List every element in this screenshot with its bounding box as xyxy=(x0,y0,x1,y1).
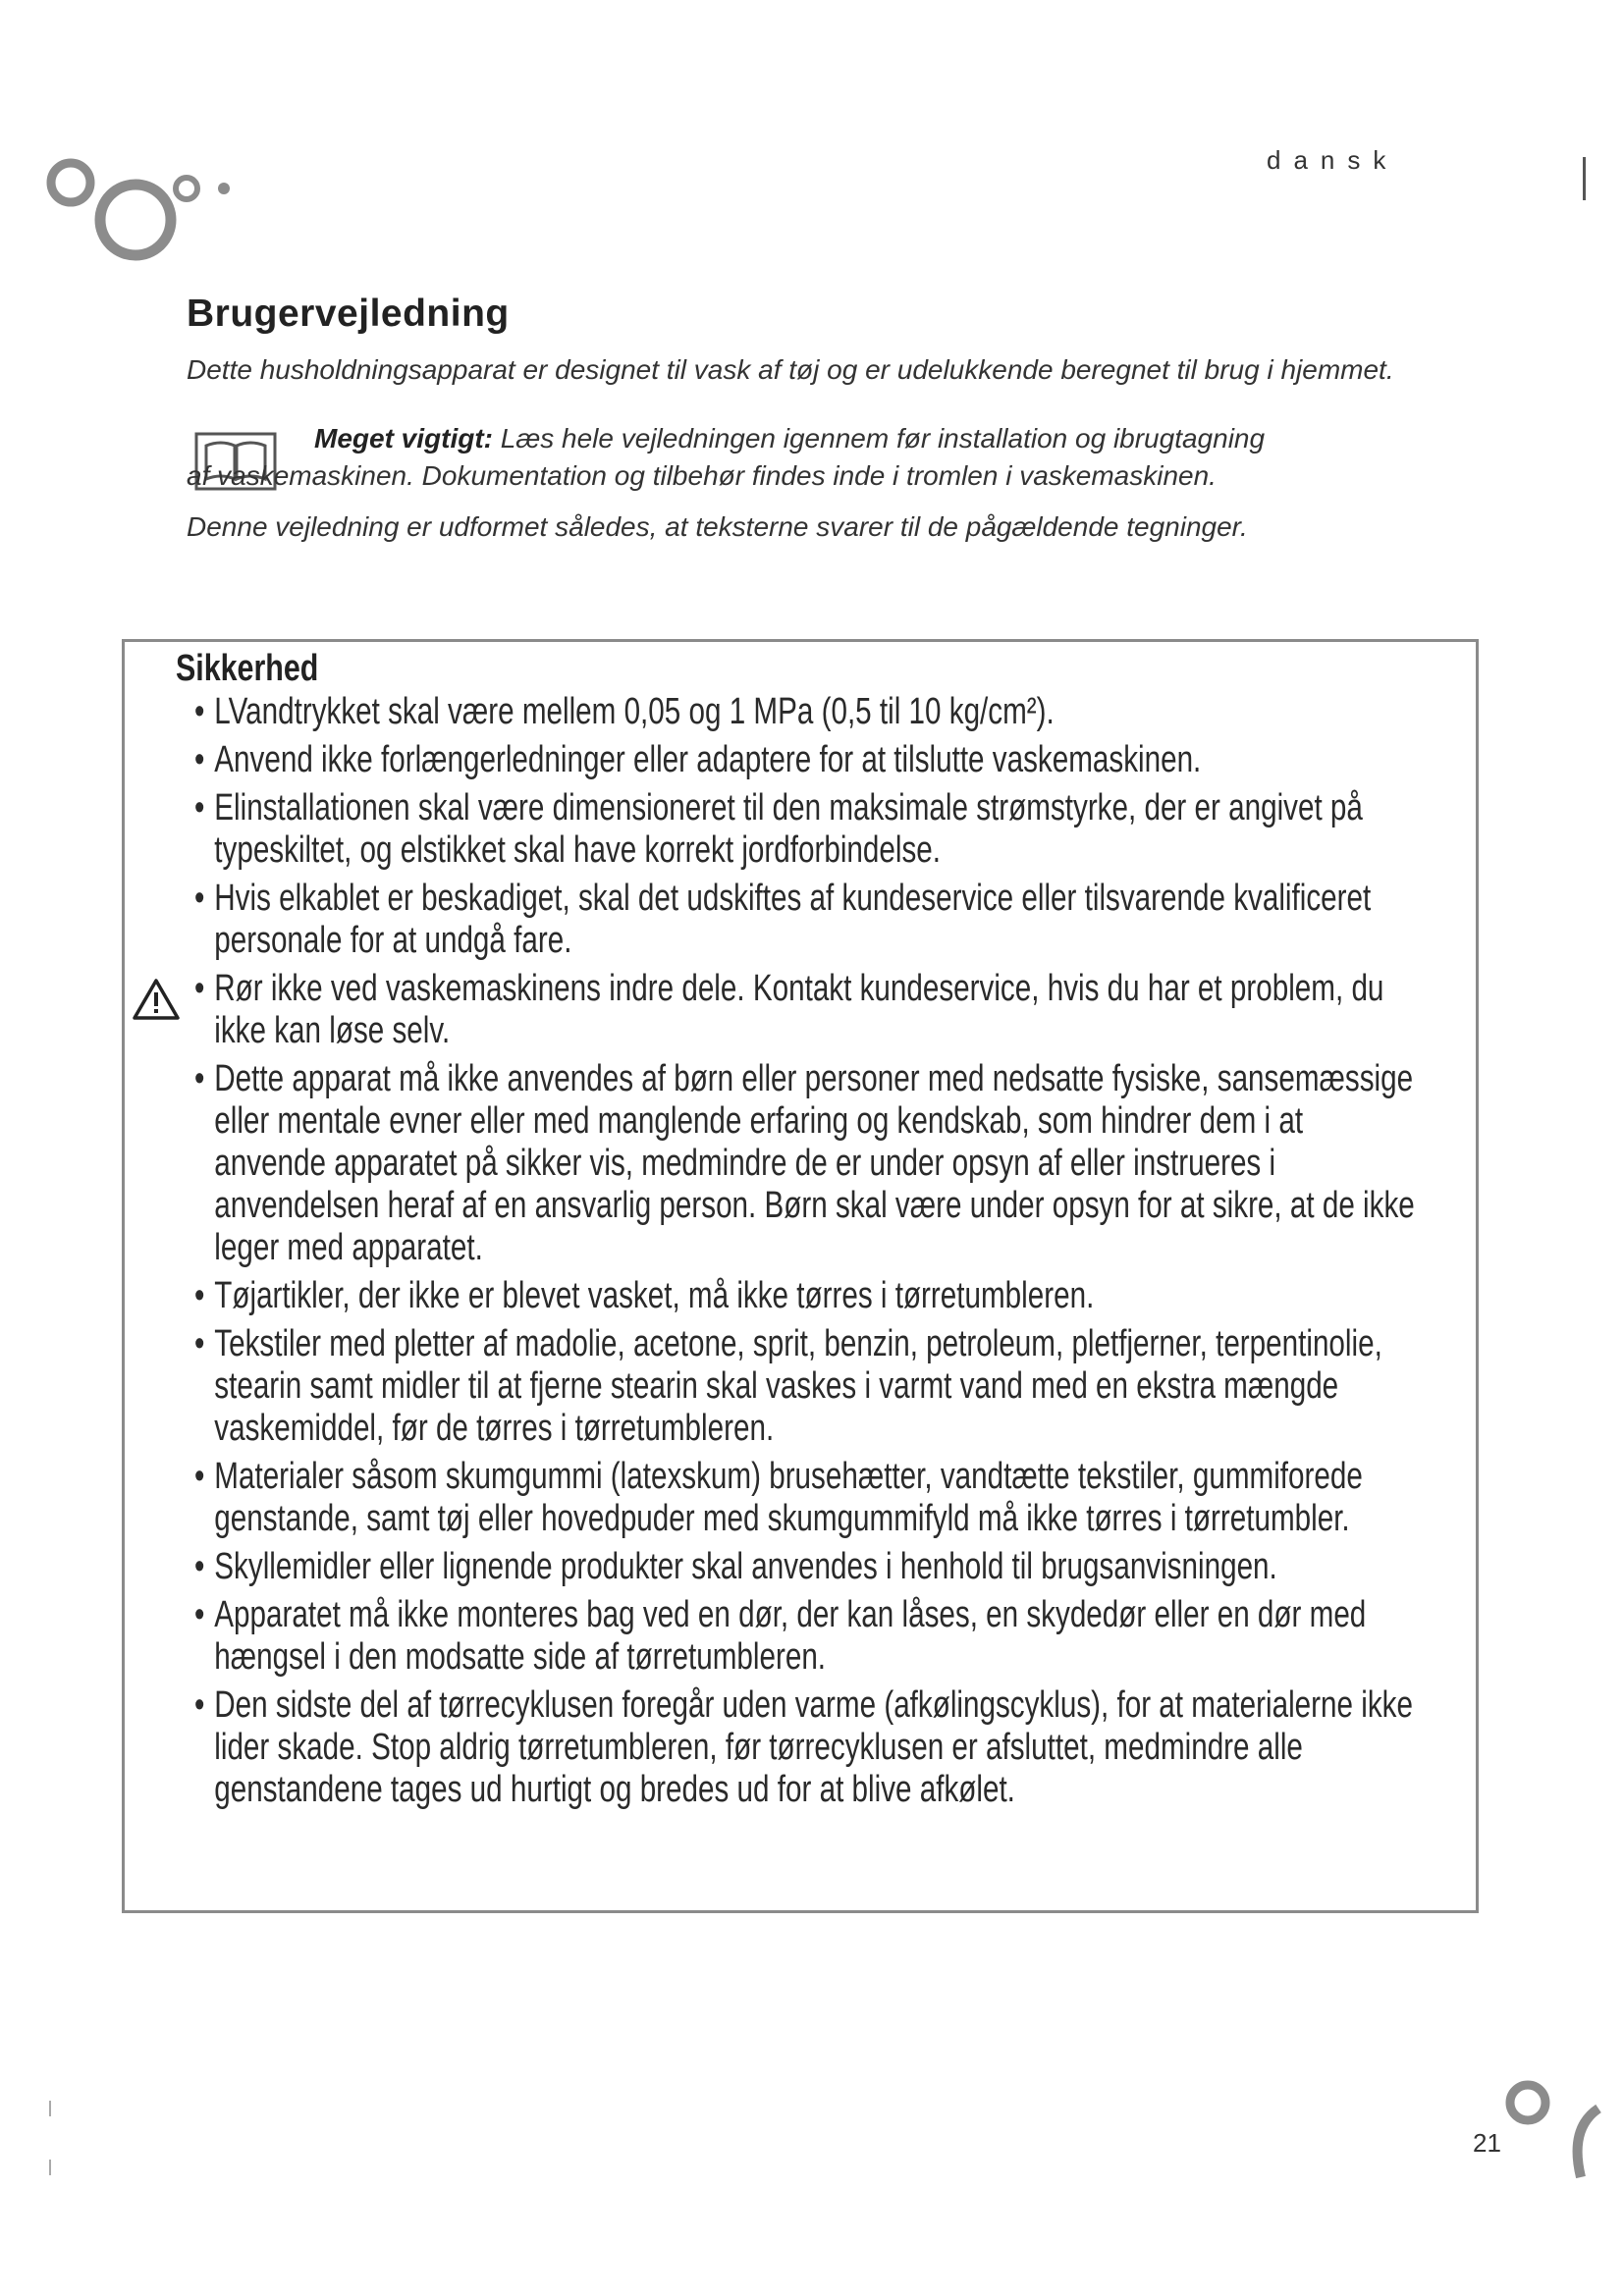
list-item: • Rør ikke ved vaskemaskinens indre dele. Kontakt kundeservice, hvis du har et problem, du ikke kan løse selv. xyxy=(194,968,1384,1051)
safety-item-text: Den sidste del af tørrecyklusen foregår uden varme (afkølingscyklus), for at materialerne ikke lider skade. Stop aldrig tørretumbleren, før tørrecyklusen er afsluttet, medmindre alle genstandene tages ud hurtigt og bredes ud for at blive afkølet. xyxy=(214,1684,1413,1810)
bubbles-logo-icon xyxy=(1500,2069,1608,2187)
list-item: • Anvend ikke forlængerledninger eller adaptere for at tilslutte vaskemaskinen. xyxy=(194,739,1202,780)
safety-list xyxy=(194,691,1420,1817)
important-text-1: Læs hele vejledningen igennem før installation og ibrugtagning xyxy=(500,423,1266,454)
margin-mark xyxy=(49,2160,51,2175)
safety-item-text: Rør ikke ved vaskemaskinens indre dele. Kontakt kundeservice, hvis du har et problem, du ikke kan løse selv. xyxy=(214,968,1384,1051)
list-item: • LVandtrykket skal være mellem 0,05 og 1 MPa (0,5 til 10 kg/cm²). xyxy=(194,691,1055,732)
important-text-2: af vaskemaskinen. Dokumentation og tilbehør findes inde i tromlen i vaskemaskinen. xyxy=(187,460,1217,491)
list-item: • Tekstiler med pletter af madolie, acetone, sprit, benzin, petroleum, pletfjerner, terpentinolie, stearin samt midler til at fjerne stearin skal vaskes i varmt vand med en ekstra mængde vaskemiddel, før de tørres i tørretumbleren. xyxy=(194,1323,1382,1449)
safety-item-text: Dette apparat må ikke anvendes af børn eller personer med nedsatte fysiske, sansemæssige eller mentale evner eller med manglende erfaring og kendskab, som hindrer dem i at anvende apparatet på sikker vis, medmindre de er under opsyn af eller instrueres i anvendelsen heraf af en ansvarlig person. Børn skal være under opsyn for at sikre, at de ikke leger med apparatet. xyxy=(214,1058,1415,1268)
bubbles-logo-icon xyxy=(39,135,245,283)
safety-item-text: Tøjartikler, der ikke er blevet vasket, må ikke tørres i tørretumbleren. xyxy=(214,1275,1095,1316)
safety-item-text: Skyllemidler eller lignende produkter skal anvendes i henhold til brugsanvisningen. xyxy=(214,1546,1277,1587)
important-note xyxy=(187,420,1434,495)
list-item: • Dette apparat må ikke anvendes af børn eller personer med nedsatte fysiske, sansemæssige eller mentale evner eller med manglende erfaring og kendskab, som hindrer dem i at anvende apparatet på sikker vis, medmindre de er under opsyn af eller instrueres i anvendelsen heraf af en ansvarlig person. Børn skal være under opsyn for at sikre, at de ikke leger med apparatet. xyxy=(194,1058,1415,1268)
list-item: • Apparatet må ikke monteres bag ved en dør, der kan låses, en skydedør eller en dør med hængsel i den modsatte side af tørretumbleren. xyxy=(194,1594,1367,1678)
language-label: dansk xyxy=(1267,145,1399,175)
list-item: • Hvis elkablet er beskadiget, skal det udskiftes af kundeservice eller tilsvarende kvalificeret personale for at undgå fare. xyxy=(194,878,1372,961)
list-item: • Skyllemidler eller lignende produkter skal anvendes i henhold til brugsanvisningen. xyxy=(194,1546,1277,1587)
margin-mark xyxy=(49,2101,51,2116)
intro-text: Dette husholdningsapparat er designet til vask af tøj og er udelukkende beregnet til brug i hjemmet. xyxy=(187,354,1394,385)
intro-text-2: Denne vejledning er udformet således, at teksterne svarer til de pågældende tegninger. xyxy=(187,511,1248,542)
important-label: Meget vigtigt: xyxy=(314,423,493,454)
safety-item-text: Anvend ikke forlængerledninger eller adaptere for at tilslutte vaskemaskinen. xyxy=(214,739,1202,780)
safety-item-text: Tekstiler med pletter af madolie, acetone, sprit, benzin, petroleum, pletfjerner, terpentinolie, stearin samt midler til at fjerne stearin skal vaskes i varmt vand med en ekstra mængde vaskemiddel, før de tørres i tørretumbleren. xyxy=(214,1323,1382,1449)
list-item: • Elinstallationen skal være dimensioneret til den maksimale strømstyrke, der er angivet på typeskiltet, og elstikket skal have korrekt jordforbindelse. xyxy=(194,787,1363,871)
margin-mark xyxy=(1583,157,1586,200)
safety-title: Sikkerhed xyxy=(176,648,319,689)
list-item: • Tøjartikler, der ikke er blevet vasket, må ikke tørres i tørretumbleren. xyxy=(194,1275,1095,1316)
list-item: • Den sidste del af tørrecyklusen foregår uden varme (afkølingscyklus), for at materialerne ikke lider skade. Stop aldrig tørretumbleren, før tørrecyklusen er afsluttet, medmindre alle genstandene tages ud hurtigt og bredes ud for at blive afkølet. xyxy=(194,1684,1413,1810)
safety-item-text: Materialer såsom skumgummi (latexskum) brusehætter, vandtætte tekstiler, gummiforede genstande, samt tøj eller hovedpuder med skumgummifyld må ikke tørres i tørretumbler. xyxy=(214,1456,1363,1539)
safety-item-text: Apparatet må ikke monteres bag ved en dør, der kan låses, en skydedør eller en dør med hængsel i den modsatte side af tørretumbleren. xyxy=(214,1594,1367,1678)
safety-item-text: LVandtrykket skal være mellem 0,05 og 1 MPa (0,5 til 10 kg/cm²). xyxy=(214,691,1055,732)
list-item: • Materialer såsom skumgummi (latexskum) brusehætter, vandtætte tekstiler, gummiforede genstande, samt tøj eller hovedpuder med skumgummifyld må ikke tørres i tørretumbler. xyxy=(194,1456,1363,1539)
page-number: 21 xyxy=(1473,2128,1501,2158)
warning-triangle-icon xyxy=(132,978,181,1021)
safety-item-text: Hvis elkablet er beskadiget, skal det udskiftes af kundeservice eller tilsvarende kvalificeret personale for at undgå fare. xyxy=(214,878,1372,961)
page-title: Brugervejledning xyxy=(187,293,510,335)
safety-item-text: Elinstallationen skal være dimensioneret til den maksimale strømstyrke, der er angivet på typeskiltet, og elstikket skal have korrekt jordforbindelse. xyxy=(214,787,1363,871)
